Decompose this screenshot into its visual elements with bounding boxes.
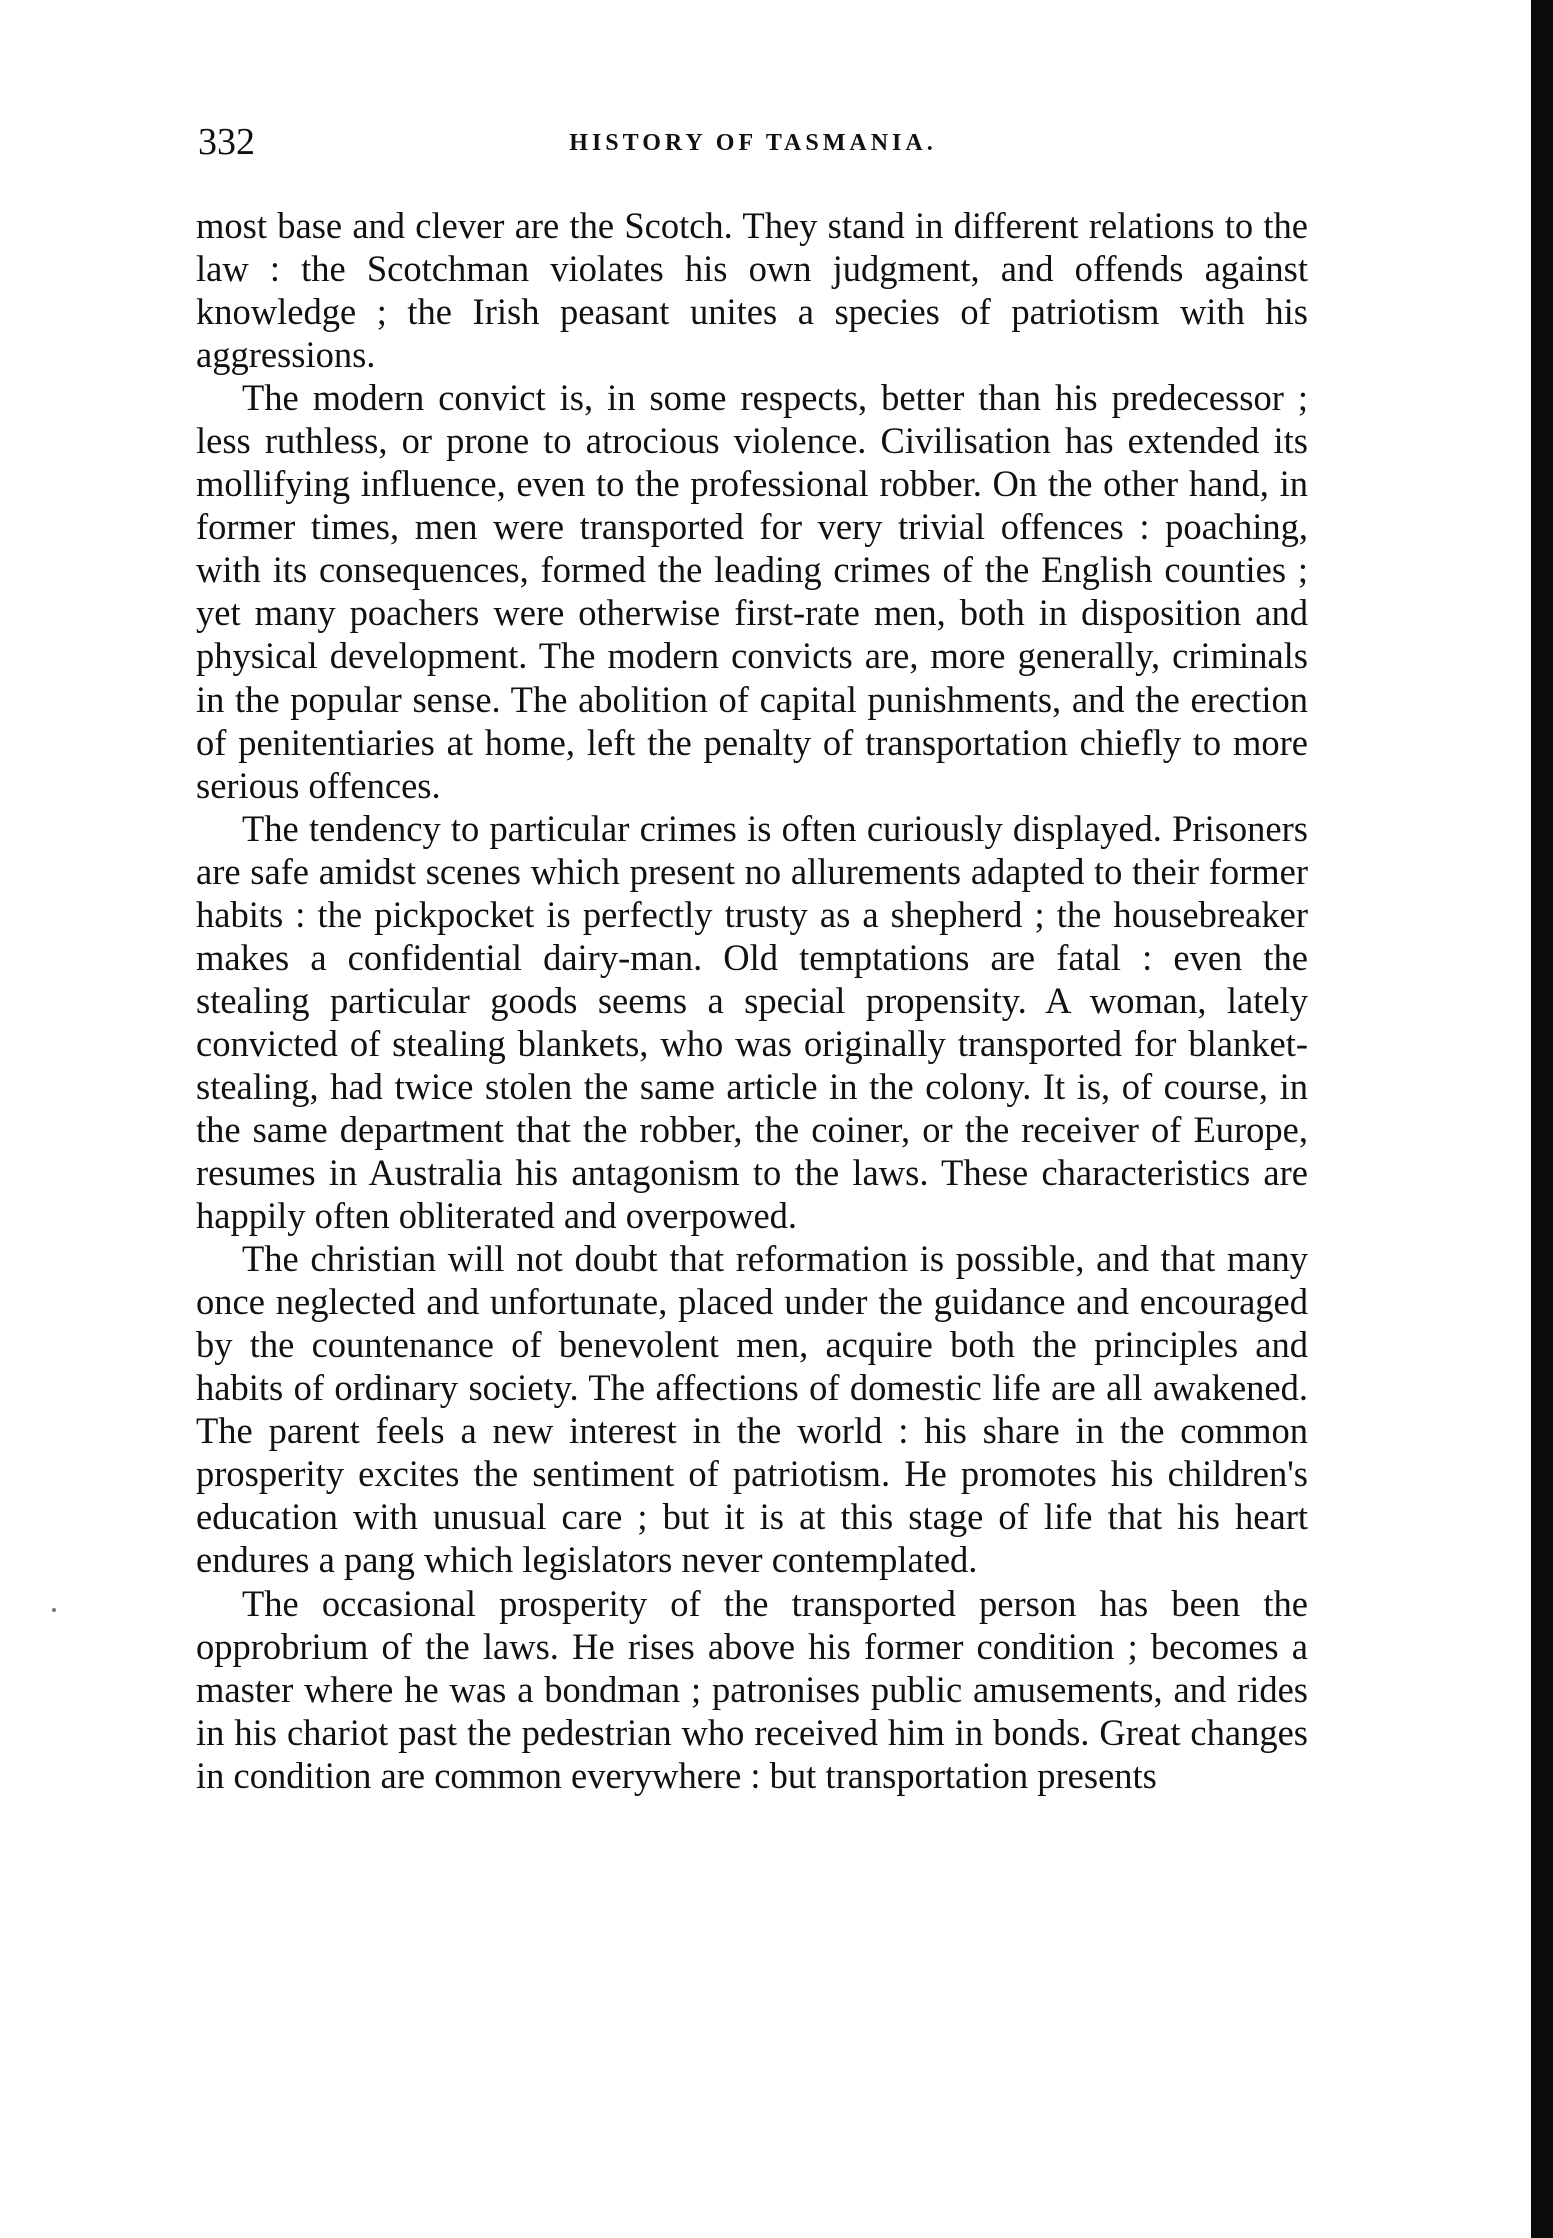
paragraph-scotch-irish: most base and clever are the Scotch. They stand in different relations to the law : the Scotchman violates his own judgment, and offends against knowledge ; the Irish peasant unites a species of patriotism with his aggressions.: [196, 205, 1308, 376]
paragraph-reformation: The christian will not doubt that reformation is possible, and that many once neglected and unfortunate, placed under the guidance and encouraged by the countenance of benevolent men, acquire both the principles and habits of ordinary society. The affections of domestic life are all awakened. The parent feels a new interest in the world : his share in the common prosperity excites the sentiment of patriotism. He promotes his children's education with unusual care ; but it is at this stage of life that his heart endures a pang which legislators never contemplated.: [196, 1238, 1308, 1581]
running-title: HISTORY OF TASMANIA.: [569, 130, 937, 156]
page-number: 332: [198, 121, 255, 163]
paragraph-prosperity: The occasional prosperity of the transported person has been the opprobrium of the laws. He rises above his former condition ; becomes a master where he was a bondman ; patronises public amusements, and rides in his chariot past the pedestrian who received him in bonds. Great changes in condition are common everywhere : but transportation presents: [196, 1582, 1308, 1796]
scan-edge-shadow: [1531, 0, 1553, 2238]
body-text: [196, 204, 1308, 1797]
paper-speck: [52, 1608, 56, 1612]
paragraph-particular-crimes: The tendency to particular crimes is often curiously displayed. Prisoners are safe amidst scenes which present no allurements adapted to their former habits : the pickpocket is perfectly trusty as a shepherd ; the housebreaker makes a confidential dairy-man. Old temptations are fatal : even the stealing particular goods seems a special propensity. A woman, lately convicted of stealing blankets, who was originally transported for blanket-stealing, had twice stolen the same article in the colony. It is, of course, in the same department that the robber, the coiner, or the receiver of Europe, resumes in Australia his antagonism to the laws. These characteristics are happily often obliterated and overpowed.: [196, 807, 1308, 1237]
paragraph-modern-convict: The modern convict is, in some respects, better than his predecessor ; less ruthless, or prone to atrocious violence. Civilisation has extended its mollifying influence, even to the professional robber. On the other hand, in former times, men were transported for very trivial offences : poaching, with its consequences, formed the leading crimes of the English counties ; yet many poachers were otherwise first-rate men, both in disposition and physical development. The modern convicts are, more generally, criminals in the popular sense. The abolition of capital punishments, and the erection of penitentiaries at home, left the penalty of transportation chiefly to more serious offences.: [196, 377, 1308, 806]
running-head: [198, 122, 1308, 162]
